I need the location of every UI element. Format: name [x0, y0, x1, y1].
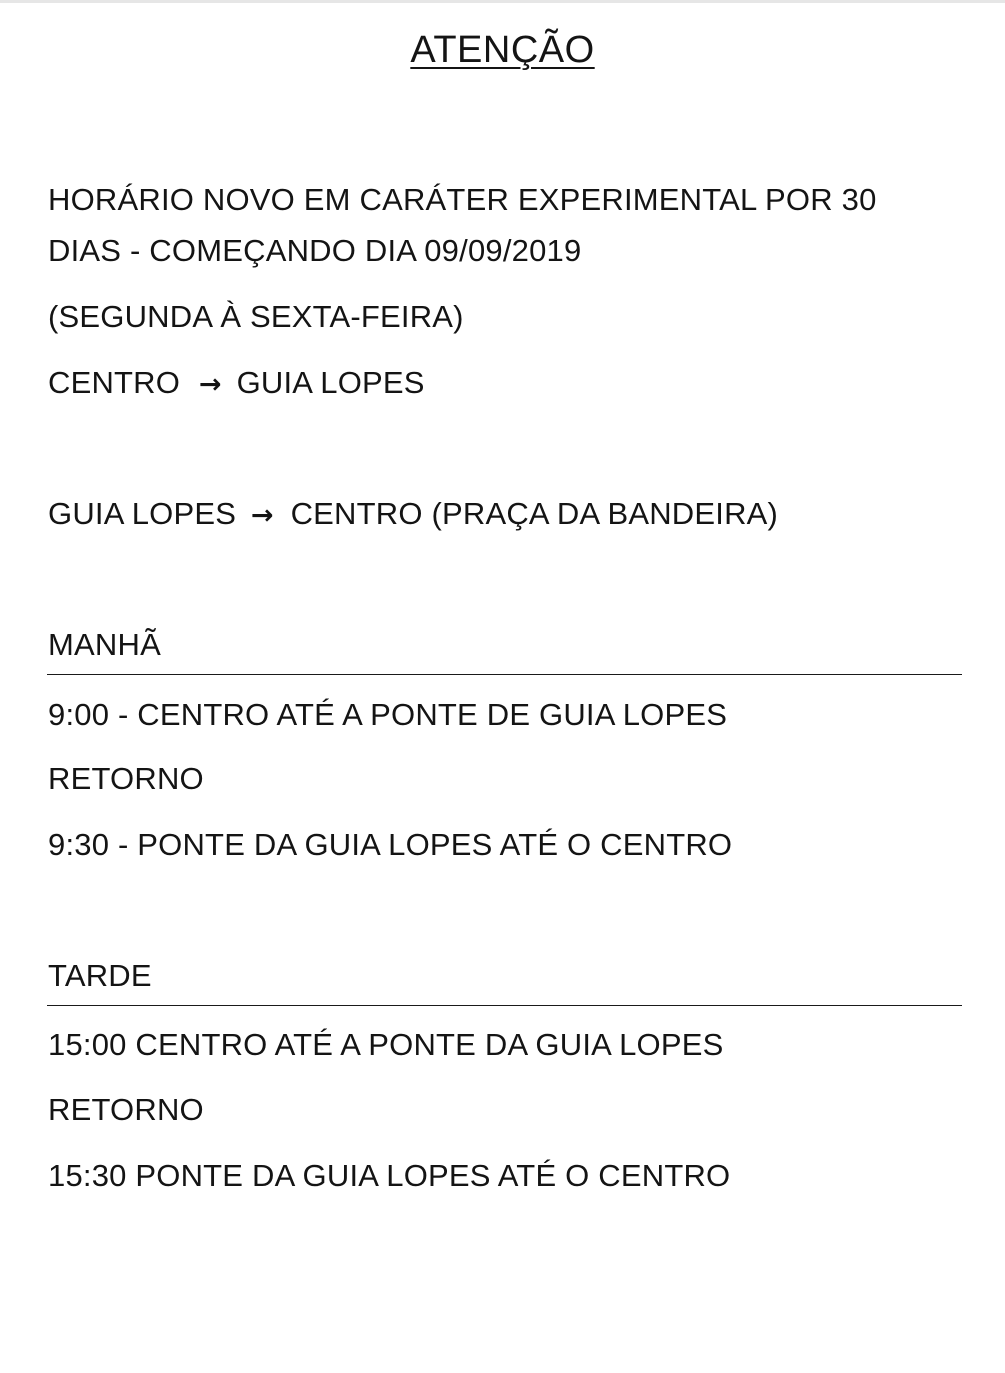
route-guia-lopes-centro: [48, 496, 778, 534]
route-destination: CENTRO (PRAÇA DA BANDEIRA): [290, 496, 779, 531]
morning-departure: 9:00 - CENTRO ATÉ A PONTE DE GUIA LOPES: [48, 697, 728, 732]
afternoon-divider: [47, 1005, 962, 1006]
route-centro-guia-lopes: [48, 365, 425, 403]
route-origin: CENTRO: [48, 365, 181, 400]
notice-title: [0, 28, 1005, 72]
afternoon-departure: 15:00 CENTRO ATÉ A PONTE DA GUIA LOPES: [48, 1027, 724, 1062]
arrow-right-icon: →: [250, 500, 274, 531]
days-of-week: (SEGUNDA À SEXTA-FEIRA): [48, 299, 464, 334]
intro-line-2: DIAS - COMEÇANDO DIA 09/09/2019: [48, 233, 582, 268]
afternoon-heading: TARDE: [48, 958, 152, 993]
intro-line-1: HORÁRIO NOVO EM CARÁTER EXPERIMENTAL POR 30: [48, 182, 877, 217]
afternoon-return-label: RETORNO: [48, 1092, 204, 1127]
arrow-right-icon: →: [198, 369, 222, 400]
route-destination: GUIA LOPES: [236, 365, 425, 400]
morning-return-label: RETORNO: [48, 761, 204, 796]
notice-title-text: ATENÇÃO: [410, 29, 595, 71]
morning-heading: MANHÃ: [48, 627, 161, 662]
morning-return: 9:30 - PONTE DA GUIA LOPES ATÉ O CENTRO: [48, 827, 733, 862]
page-top-edge: [0, 0, 1005, 3]
morning-divider: [47, 674, 962, 675]
afternoon-return: 15:30 PONTE DA GUIA LOPES ATÉ O CENTRO: [48, 1158, 731, 1193]
route-origin: GUIA LOPES: [48, 496, 237, 531]
